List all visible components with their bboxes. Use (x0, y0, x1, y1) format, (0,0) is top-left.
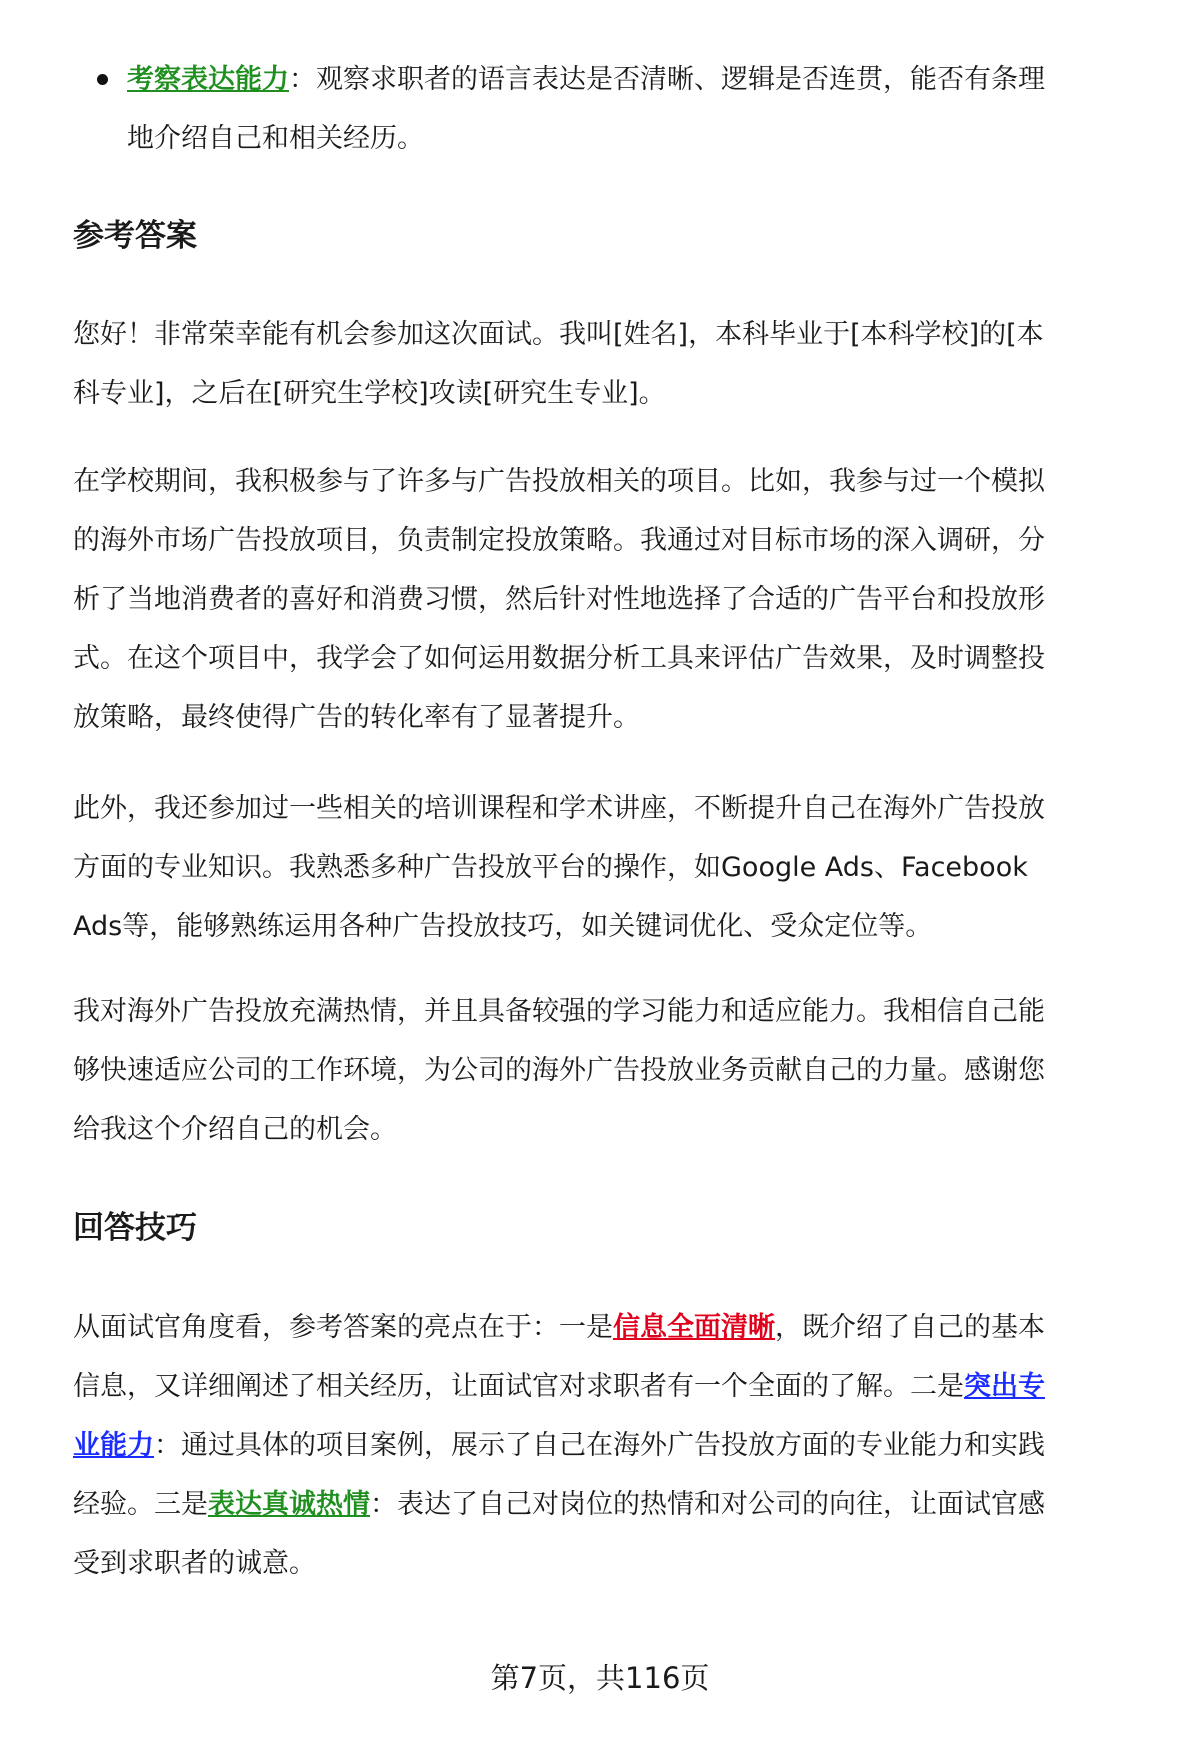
text-line (73, 639, 1045, 679)
section-heading-tips: 回答技巧 (73, 1210, 197, 1246)
bullet-icon (97, 74, 108, 85)
text-segment: 的海外市场广告投放项目，负责制定投放策略。我通过对目标市场的深入调研，分 (73, 525, 1045, 556)
text-segment: 析了当地消费者的喜好和消费习惯，然后针对性地选择了合适的广告平台和投放形 (73, 584, 1045, 615)
text-line (73, 580, 1045, 620)
text-segment: ，既介绍了自己的基本 (775, 1312, 1045, 1343)
text-segment: 地介绍自己和相关经历。 (127, 123, 424, 154)
text-line (73, 1308, 1045, 1348)
text-line (73, 521, 1045, 561)
text-line (73, 1544, 316, 1584)
text-segment: 我对海外广告投放充满热情，并且具备较强的学习能力和适应能力。我相信自己能 (73, 996, 1045, 1027)
highlight-text: 突出专 (964, 1371, 1045, 1402)
highlight-text: 业能力 (73, 1430, 154, 1461)
text-segment: 信息，又详细阐述了相关经历，让面试官对求职者有一个全面的了解。二是 (73, 1371, 964, 1402)
text-segment: 从面试官角度看，参考答案的亮点在于：一是 (73, 1312, 613, 1343)
highlight-text: 表达真诚热情 (208, 1489, 370, 1520)
text-segment: 经验。三是 (73, 1489, 208, 1520)
text-line (73, 1367, 1045, 1407)
text-line (73, 789, 1045, 829)
text-line (73, 848, 1028, 888)
text-line (73, 1485, 1045, 1525)
text-segment: 此外，我还参加过一些相关的培训课程和学术讲座，不断提升自己在海外广告投放 (73, 793, 1045, 824)
text-segment: 您好！非常荣幸能有机会参加这次面试。我叫[姓名]，本科毕业于[本科学校]的[本 (73, 319, 1044, 350)
page-number: 第7页，共116页 (490, 1661, 710, 1695)
text-line (73, 315, 1044, 355)
text-line (73, 462, 1045, 502)
text-segment: 方面的专业知识。我熟悉多种广告投放平台的操作，如Google Ads、Facebook (73, 852, 1028, 883)
text-segment: Ads等，能够熟练运用各种广告投放技巧，如关键词优化、受众定位等。 (73, 911, 933, 942)
text-segment: ：通过具体的项目案例，展示了自己在海外广告投放方面的专业能力和实践 (154, 1430, 1045, 1461)
text-segment: 式。在这个项目中，我学会了如何运用数据分析工具来评估广告效果，及时调整投 (73, 643, 1045, 674)
text-segment: 放策略，最终使得广告的转化率有了显著提升。 (73, 702, 640, 733)
text-line (127, 60, 1045, 100)
text-segment: ：观察求职者的语言表达是否清晰、逻辑是否连贯，能否有条理 (289, 64, 1045, 95)
text-line (73, 1051, 1045, 1091)
text-line (73, 374, 666, 414)
text-segment: 受到求职者的诚意。 (73, 1548, 316, 1579)
text-line (127, 119, 424, 159)
text-line (73, 698, 640, 738)
text-line (73, 1426, 1045, 1466)
section-heading-answer: 参考答案 (73, 218, 197, 254)
highlight-text: 考察表达能力 (127, 64, 289, 95)
text-segment: 科专业]，之后在[研究生学校]攻读[研究生专业]。 (73, 378, 666, 409)
text-segment: 在学校期间，我积极参与了许多与广告投放相关的项目。比如，我参与过一个模拟 (73, 466, 1045, 497)
text-line (73, 1110, 397, 1150)
highlight-text: 信息全面清晰 (613, 1312, 775, 1343)
text-segment: ：表达了自己对岗位的热情和对公司的向往，让面试官感 (370, 1489, 1045, 1520)
text-line (73, 907, 932, 947)
text-line (73, 992, 1045, 1032)
text-segment: 够快速适应公司的工作环境，为公司的海外广告投放业务贡献自己的力量。感谢您 (73, 1055, 1045, 1086)
text-segment: 给我这个介绍自己的机会。 (73, 1114, 397, 1145)
